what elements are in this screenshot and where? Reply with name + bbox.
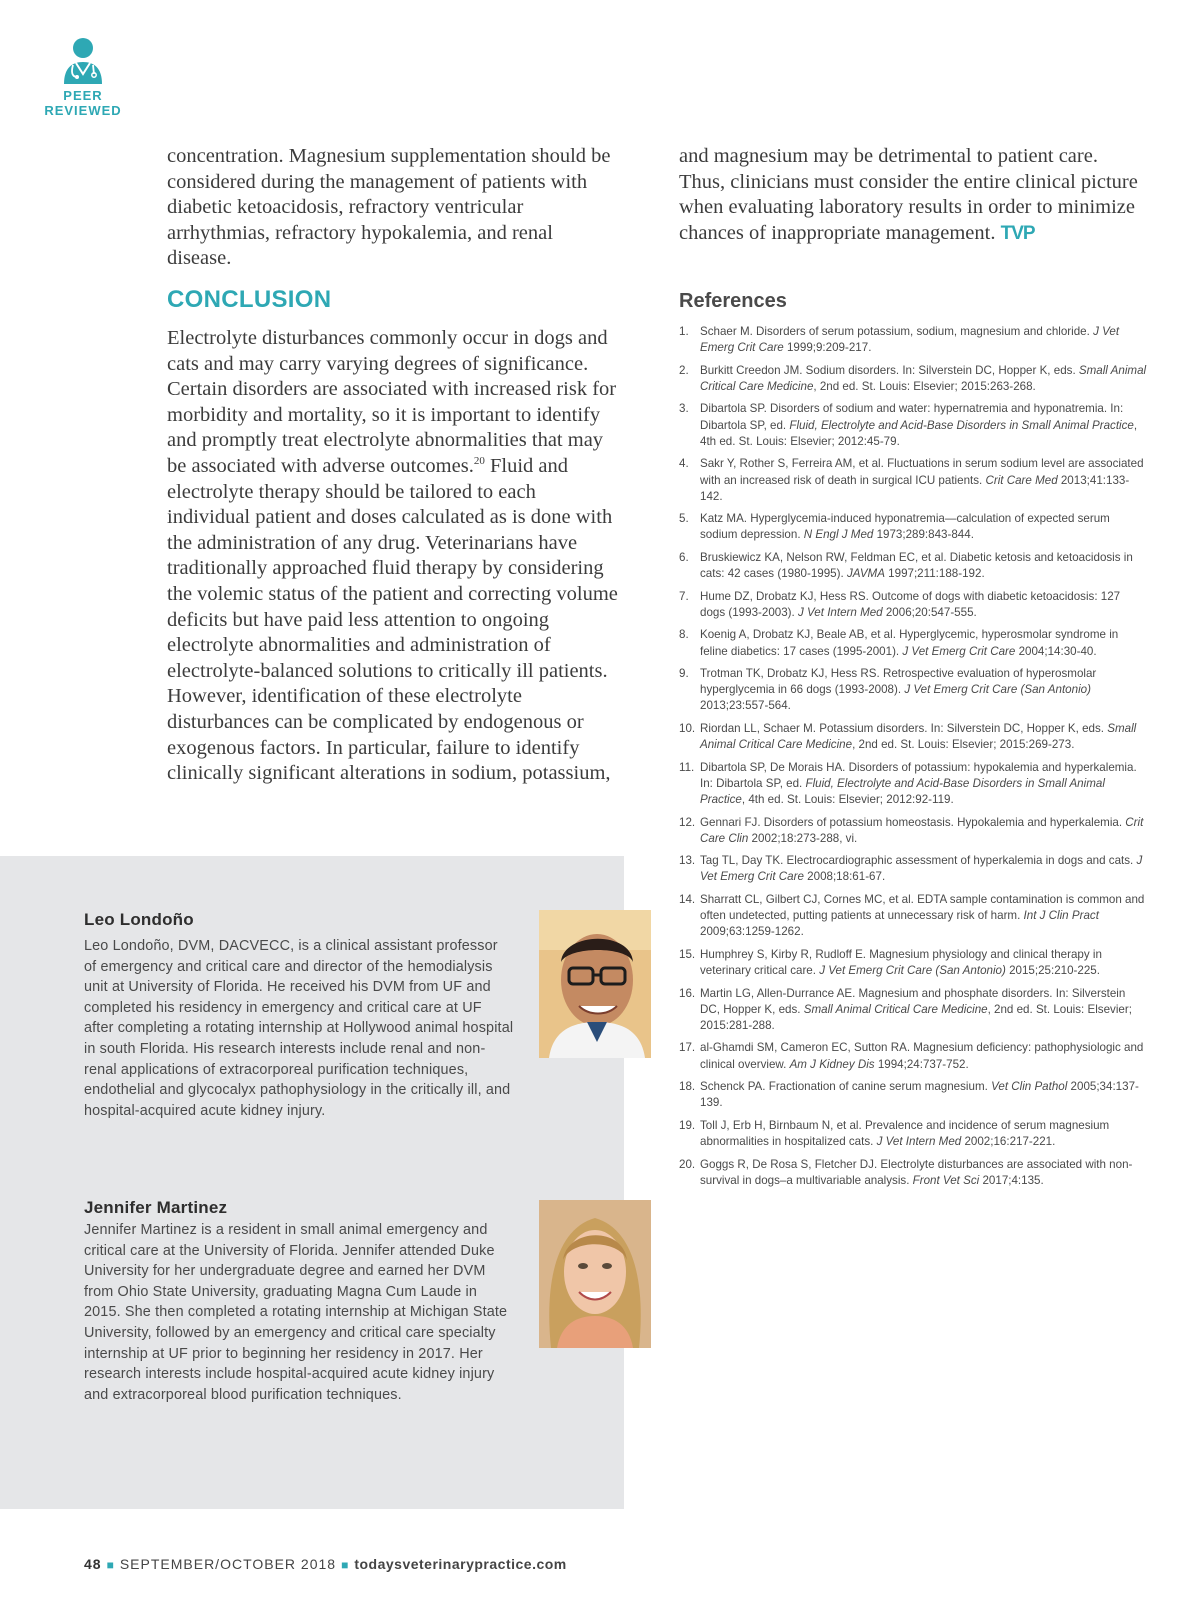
reference-number: 1. xyxy=(679,325,689,338)
reference-journal: N Engl J Med xyxy=(803,528,874,542)
reference-number: 13. xyxy=(679,854,696,868)
reference-number: 20. xyxy=(679,1157,696,1171)
reference-journal: Small Animal Critical Care Medicine xyxy=(700,721,1137,752)
reference-number: 8. xyxy=(679,628,689,642)
reference-number: 15. xyxy=(679,947,696,961)
intro-right-paragraph xyxy=(679,144,1144,246)
reference-text: Dibartola SP, De Morais HA. Disorders of potassium: hypokalemia and hyperkalemia. In: Dibartola SP, ed. xyxy=(700,760,1137,790)
reference-text: Schaer M. Disorders of serum potassium, sodium, magnesium and chloride. xyxy=(700,325,1094,338)
reference-text: Humphrey S, Kirby R, Rudloff E. Magnesium physiology and clinical therapy in veterinary critical care. xyxy=(700,947,1102,978)
reference-citation: 2008;18:61-67. xyxy=(803,870,886,884)
reference-citation: 2013;41:133-142. xyxy=(700,473,1130,503)
author-photo-martinez xyxy=(539,1200,651,1348)
reference-item xyxy=(679,1079,1147,1111)
reference-number: 2. xyxy=(679,363,689,377)
reference-item xyxy=(679,1157,1147,1189)
reference-citation: , 2nd ed. St. Louis: Elsevier; 2015:263-268. xyxy=(813,379,1036,393)
reference-item xyxy=(679,721,1147,753)
reference-text: Dibartola SP. Disorders of sodium and water: hypernatremia and hyponatremia. In: Dibartola SP, ed. xyxy=(700,402,1124,432)
page-footer xyxy=(84,1556,567,1572)
reference-item xyxy=(679,853,1147,885)
reference-citation: 2002;18:273-288, vi. xyxy=(748,831,858,845)
reference-journal: JAVMA xyxy=(846,567,885,581)
author-name-martinez: Jennifer Martinez xyxy=(84,1198,228,1217)
author-portrait-londono-icon xyxy=(539,910,651,1058)
reference-item xyxy=(679,947,1147,979)
reference-citation: , 4th ed. St. Louis: Elsevier; 2012:45-79. xyxy=(700,418,1138,448)
author-bio-martinez: Jennifer Martinez is a resident in small animal emergency and critical care at the University of Florida. Jennifer attended Duke University for her undergraduate degree and earned her DVM from Ohio State University, graduating Magna Cum Laude in 2015. She then completed a rotating internship at Michigan State University, followed by an emergency and critical care specialty internship at UF prior to beginning her residency in 2017. Her research interests include hospital-acquired acute kidney injury and extracorporeal blood purification techniques. xyxy=(84,1222,508,1403)
reference-item xyxy=(679,1118,1147,1150)
reference-item xyxy=(679,815,1147,847)
reference-number: 18. xyxy=(679,1080,696,1094)
issue-date: SEPTEMBER/OCTOBER 2018 xyxy=(119,1556,337,1572)
reference-text: Toll J, Erb H, Birnbaum N, et al. Prevalence and incidence of serum magnesium abnormalities in hospitalized cats. xyxy=(700,1118,1110,1149)
reference-journal: J Vet Emerg Crit Care xyxy=(700,854,1143,884)
reference-citation: 1999;9:209-217. xyxy=(783,341,872,355)
reference-citation: , 2nd ed. St. Louis: Elsevier; 2015:269-273. xyxy=(852,738,1075,752)
reference-number: 17. xyxy=(679,1041,696,1055)
peer-reviewed-badge xyxy=(38,34,128,118)
reference-text: Goggs R, De Rosa S, Fletcher DJ. Electrolyte disturbances are associated with non-survival in dogs–a multivariable analysis. xyxy=(700,1157,1133,1187)
reference-citation: 2015;25:210-225. xyxy=(1005,964,1100,978)
reference-journal: Small Animal Critical Care Medicine xyxy=(700,363,1147,393)
badge-label xyxy=(38,88,128,118)
reference-text: Martin LG, Allen-Durrance AE. Magnesium and phosphate disorders. In: Silverstein DC, Hopper K, eds. xyxy=(700,986,1126,1016)
reference-text: Sharratt CL, Gilbert CJ, Cornes MC, et al. EDTA sample contamination is common and often undetected, putting patients at unnecessary risk of harm. xyxy=(700,892,1145,923)
reference-number: 10. xyxy=(679,721,696,735)
reference-citation: , 2nd ed. St. Louis: Elsevier; 2015:281-288. xyxy=(700,1002,1132,1032)
reference-text: al-Ghamdi SM, Cameron EC, Sutton RA. Magnesium deficiency: pathophysiologic and clinical overview. xyxy=(700,1041,1144,1071)
reference-journal: Front Vet Sci xyxy=(912,1173,980,1187)
conclusion-text-a: Electrolyte disturbances commonly occur in dogs and cats and may carry varying degrees of significance. Certain disorders are associated with increased risk for morbidity and mortality, so it is important to identify and promptly treat electrolyte abnormalities that may be associated with adverse outcomes. xyxy=(167,327,617,477)
reference-text: Bruskiewicz KA, Nelson RW, Feldman EC, et al. Diabetic ketosis and ketoacidosis in cats: 42 cases (1980-1995). xyxy=(700,550,1133,581)
reference-item xyxy=(679,892,1147,941)
reference-text: Riordan LL, Schaer M. Potassium disorders. In: Silverstein DC, Hopper K, eds. xyxy=(700,721,1108,735)
footer-separator-2: ■ xyxy=(341,1558,350,1572)
conclusion-heading: CONCLUSION xyxy=(167,286,332,313)
reference-text: Koenig A, Drobatz KJ, Beale AB, et al. Hyperglycemic, hyperosmolar syndrome in feline diabetics: 17 cases (1995-2001). xyxy=(700,628,1119,658)
reference-journal: J Vet Emerg Crit Care xyxy=(700,325,1120,355)
reference-item xyxy=(679,986,1147,1035)
reference-number: 5. xyxy=(679,512,689,526)
reference-journal: Crit Care Med xyxy=(985,473,1058,487)
reference-item xyxy=(679,589,1147,621)
reference-item xyxy=(679,1040,1147,1072)
reference-item xyxy=(679,666,1147,715)
reference-text: Katz MA. Hyperglycemia-induced hyponatremia—calculation of expected serum sodium depression. xyxy=(700,512,1110,542)
conclusion-ref-superscript: 20 xyxy=(473,455,485,468)
reference-number: 7. xyxy=(679,589,689,603)
reference-citation: 2005;34:137-139. xyxy=(700,1080,1139,1110)
reference-item xyxy=(679,760,1147,809)
reference-text: Trotman TK, Drobatz KJ, Hess RS. Retrospective evaluation of hyperosmolar hyperglycemia in 66 dogs (1993-2008). xyxy=(700,667,1097,697)
doctor-icon xyxy=(58,34,108,86)
author-name-londono: Leo Londoño xyxy=(84,910,194,929)
reference-journal: Crit Care Clin xyxy=(700,815,1144,845)
reference-text: Tag TL, Day TK. Electrocardiographic assessment of hyperkalemia in dogs and cats. xyxy=(700,854,1137,868)
reference-journal: J Vet Emerg Crit Care (San Antonio) xyxy=(904,683,1091,697)
reference-citation: 2004;14:30-40. xyxy=(1015,644,1097,658)
reference-number: 12. xyxy=(679,815,696,829)
reference-number: 6. xyxy=(679,550,689,564)
reference-number: 19. xyxy=(679,1118,696,1132)
reference-journal: J Vet Intern Med xyxy=(797,605,883,619)
tvp-end-mark: TVP xyxy=(1000,222,1035,244)
page-number: 48 xyxy=(84,1556,102,1572)
reference-citation: 2006;20:547-555. xyxy=(882,605,977,619)
reference-number: 3. xyxy=(679,402,689,416)
reference-citation: 1997;211:188-192. xyxy=(884,567,985,581)
reference-text: Gennari FJ. Disorders of potassium homeostasis. Hypokalemia and hyperkalemia. xyxy=(700,815,1126,829)
reference-journal: Int J Clin Pract xyxy=(1023,909,1099,923)
reference-number: 11. xyxy=(679,760,695,774)
reference-citation: 2013;23:557-564. xyxy=(700,699,791,713)
reference-number: 16. xyxy=(679,986,696,1000)
reference-journal: Small Animal Critical Care Medicine xyxy=(803,1002,988,1016)
author-bio-panel xyxy=(0,856,624,1509)
reference-journal: Vet Clin Pathol xyxy=(991,1080,1068,1094)
reference-item xyxy=(679,363,1147,395)
intro-right-text: and magnesium may be detrimental to patient care. Thus, clinicians must consider the entire clinical picture when evaluating laboratory results in order to minimize chances of inappropriate management. xyxy=(679,145,1138,244)
reference-citation: 1973;289:843-844. xyxy=(873,528,974,542)
reference-citation: 2002;16:217-221. xyxy=(961,1135,1056,1149)
reference-text: Schenck PA. Fractionation of canine serum magnesium. xyxy=(700,1080,992,1094)
reference-journal: Fluid, Electrolyte and Acid-Base Disorders in Small Animal Practice xyxy=(789,418,1134,432)
reference-citation: 2017;4:135. xyxy=(979,1173,1044,1187)
badge-line-1: PEER xyxy=(63,88,103,103)
references-heading: References xyxy=(679,290,787,312)
badge-line-2: REVIEWED xyxy=(44,103,122,118)
website-link[interactable]: todaysveterinarypractice.com xyxy=(354,1556,567,1572)
reference-journal: J Vet Emerg Crit Care (San Antonio) xyxy=(819,964,1006,978)
reference-item xyxy=(679,627,1147,659)
conclusion-body xyxy=(167,326,619,787)
reference-item xyxy=(679,511,1147,543)
reference-citation: 1994;24:737-752. xyxy=(874,1057,969,1071)
reference-item xyxy=(679,456,1147,505)
reference-text: Sakr Y, Rother S, Ferreira AM, et al. Fluctuations in serum sodium level are associated with an increased risk of death in surgical ICU patients. xyxy=(700,457,1144,487)
reference-item xyxy=(679,401,1147,450)
intro-left-paragraph: concentration. Magnesium supplementation should be considered during the management of patients with diabetic ketoacidosis, refractory ventricular arrhythmias, refractory hypokalemia, and renal disease. xyxy=(167,145,611,269)
reference-text: Hume DZ, Drobatz KJ, Hess RS. Outcome of dogs with diabetic ketoacidosis: 127 dogs (1993-2003). xyxy=(700,589,1121,619)
reference-citation: , 4th ed. St. Louis: Elsevier; 2012:92-119. xyxy=(741,793,954,807)
reference-text: Burkitt Creedon JM. Sodium disorders. In: Silverstein DC, Hopper K, eds. xyxy=(700,363,1079,377)
reference-number: 14. xyxy=(679,892,696,906)
reference-journal: Am J Kidney Dis xyxy=(789,1057,875,1071)
references-list xyxy=(679,324,1147,1195)
reference-number: 9. xyxy=(679,667,689,681)
author-bio-londono: Leo Londoño, DVM, DACVECC, is a clinical assistant professor of emergency and critical care and director of the hemodialysis unit at University of Florida. He received his DVM from UF and completed his residency in emergency and critical care at UF after completing a rotating internship at Hollywood animal hospital in south Florida. His research interests include renal and non-renal applications of extracorporeal purification techniques, endothelial and glycocalyx pathophysiology in the critically ill, and hospital-acquired acute kidney injury. xyxy=(84,938,514,1119)
reference-citation: 2009;63:1259-1262. xyxy=(700,925,804,939)
footer-separator-1: ■ xyxy=(106,1558,115,1572)
reference-number: 4. xyxy=(679,457,689,471)
reference-item xyxy=(679,550,1147,582)
author-photo-londono xyxy=(539,910,651,1058)
author-portrait-martinez-icon xyxy=(539,1200,651,1348)
reference-journal: J Vet Emerg Crit Care xyxy=(902,644,1016,658)
reference-journal: J Vet Intern Med xyxy=(876,1135,962,1149)
conclusion-text-b: Fluid and electrolyte therapy should be tailored to each individual patient and doses calculated as is done with the administration of any drug. Veterinarians have traditionally approached fluid therapy by considering the volemic status of the patient and correcting volume deficits but have paid less attention to ongoing electrolyte abnormalities and administration of electrolyte-balanced solutions to critically ill patients. However, identification of these electrolyte disturbances can be complicated by endogenous or exogenous factors. In particular, failure to identify clinically significant alterations in sodium, potassium, xyxy=(167,454,618,785)
reference-item xyxy=(679,324,1147,356)
reference-journal: Fluid, Electrolyte and Acid-Base Disorders in Small Animal Practice xyxy=(700,776,1105,807)
